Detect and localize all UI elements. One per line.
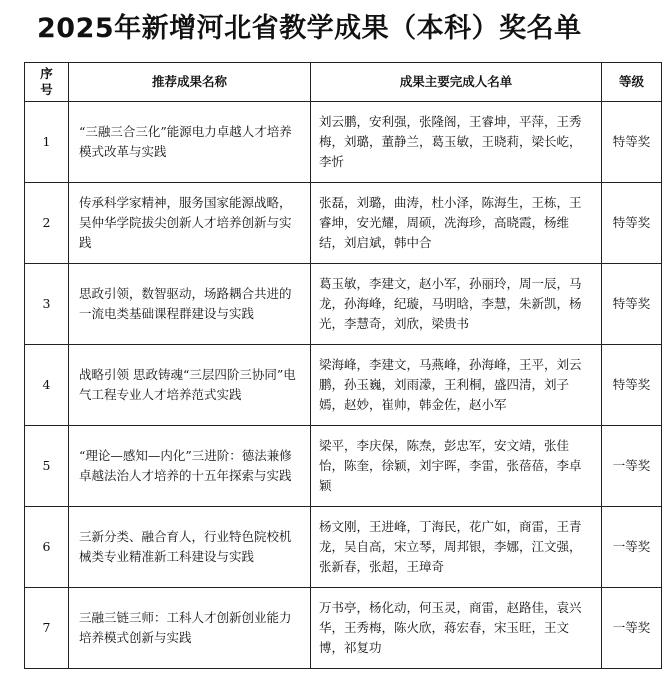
row-people: 万书亭，杨化动，何玉灵，商雷，赵路佳，袁兴华，王秀梅，陈火欣，蒋宏春，宋玉旺，王文博，祁复功 — [311, 588, 602, 669]
row-index: 6 — [25, 507, 69, 588]
row-level: 一等奖 — [602, 507, 662, 588]
table-row — [25, 183, 662, 264]
row-index: 2 — [25, 183, 69, 264]
row-people: 梁平，李庆保，陈焘，彭忠军，安文靖，张佳怡，陈奎，徐颖，刘宇晖，李雷，张蓓蓓，李卓颖 — [311, 426, 602, 507]
header-level: 等级 — [602, 63, 662, 102]
row-index: 3 — [25, 264, 69, 345]
table-row — [25, 507, 662, 588]
header-name: 推荐成果名称 — [69, 63, 311, 102]
row-name: 战略引领 思政铸魂“三层四阶三协同”电气工程专业人才培养范式实践 — [69, 345, 311, 426]
row-name: 三新分类、融合育人，行业特色院校机械类专业精准新工科建设与实践 — [69, 507, 311, 588]
row-index: 7 — [25, 588, 69, 669]
row-name: “三融三合三化”能源电力卓越人才培养模式改革与实践 — [69, 102, 311, 183]
table-row — [25, 426, 662, 507]
row-level: 一等奖 — [602, 588, 662, 669]
row-name: 传承科学家精神，服务国家能源战略，吴仲华学院拔尖创新人才培养创新与实践 — [69, 183, 311, 264]
row-people: 刘云鹏，安利强，张隆阁，王睿坤，平萍，王秀梅，刘璐，董静兰，葛玉敏，王晓莉，梁长屹，李忻 — [311, 102, 602, 183]
table-row — [25, 264, 662, 345]
row-people: 张磊，刘璐，曲涛，杜小泽，陈海生，王栋，王睿坤，安光耀，周硕，冼海珍，高晓霞，杨维结，刘启斌，韩中合 — [311, 183, 602, 264]
header-index: 序号 — [25, 63, 69, 102]
table-header-row — [25, 63, 662, 102]
award-table — [24, 62, 662, 669]
row-index: 4 — [25, 345, 69, 426]
page-title: 2025年新增河北省教学成果（本科）奖名单 — [37, 13, 582, 44]
table-row — [25, 102, 662, 183]
row-level: 一等奖 — [602, 426, 662, 507]
row-people: 梁海峰，李建文，马燕峰，孙海峰，王平，刘云鹏，孙玉巍，刘雨濛，王利桐，盛四清，刘子嫣，赵妙，崔帅，韩金佐，赵小军 — [311, 345, 602, 426]
row-index: 1 — [25, 102, 69, 183]
header-people: 成果主要完成人名单 — [311, 63, 602, 102]
row-level: 特等奖 — [602, 183, 662, 264]
row-level: 特等奖 — [602, 345, 662, 426]
row-name: 思政引领，数智驱动，场路耦合共进的一流电类基础课程群建设与实践 — [69, 264, 311, 345]
row-level: 特等奖 — [602, 264, 662, 345]
row-name: 三融三链三师：工科人才创新创业能力培养模式创新与实践 — [69, 588, 311, 669]
row-index: 5 — [25, 426, 69, 507]
row-people: 杨文刚，王进峰，丁海民，花广如，商雷，王青龙，吴自高，宋立琴，周邦银，李娜，江文强，张新春，张超，王璋奇 — [311, 507, 602, 588]
row-name: “理论—感知—内化”三进阶：德法兼修卓越法治人才培养的十五年探索与实践 — [69, 426, 311, 507]
table-row — [25, 588, 662, 669]
table-row — [25, 345, 662, 426]
row-people: 葛玉敏，李建文，赵小军，孙丽玲，周一辰，马龙，孙海峰，纪璇，马明晗，李慧，朱新凯，杨光，李慧奇，刘欣，梁贵书 — [311, 264, 602, 345]
row-level: 特等奖 — [602, 102, 662, 183]
